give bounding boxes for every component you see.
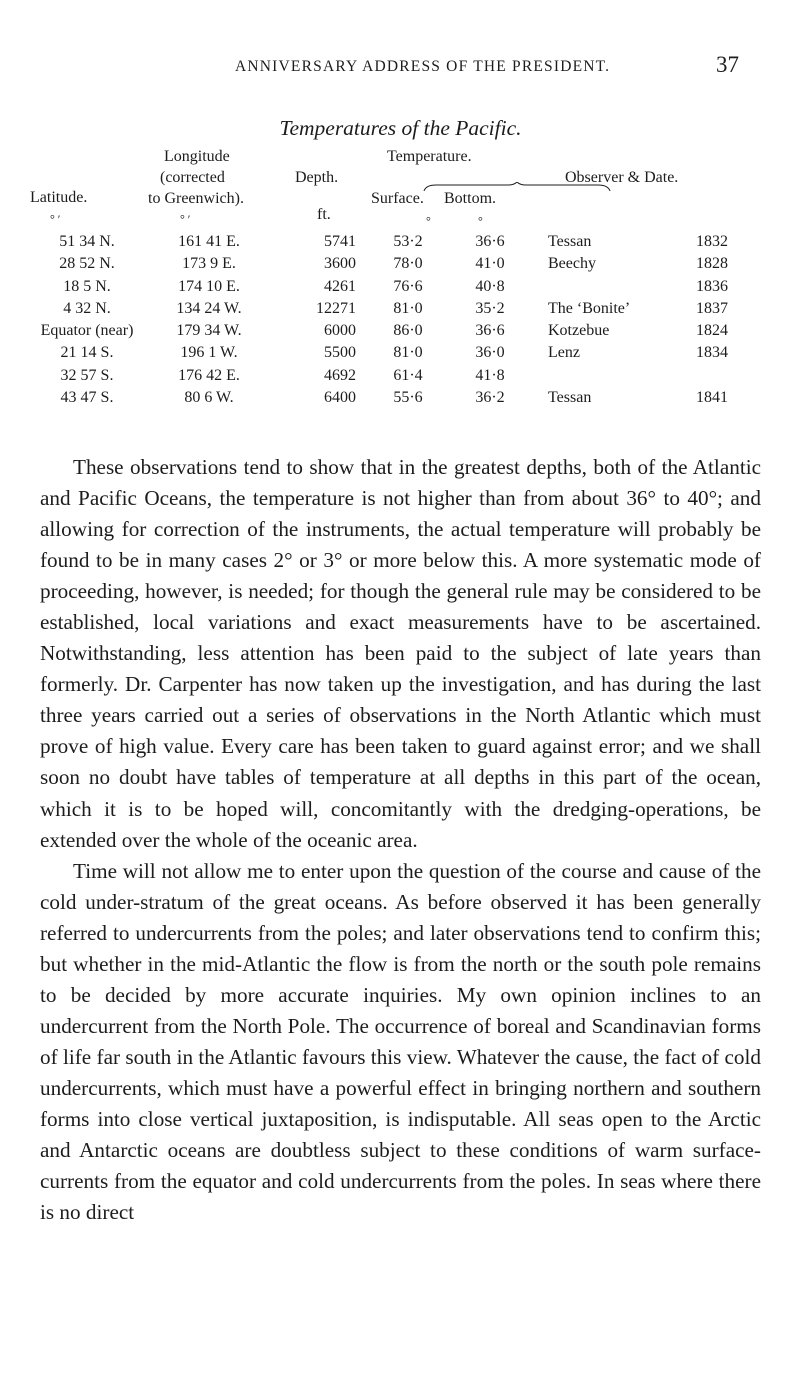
paragraph: These observations tend to show that in the greatest depths, both of the Atlantic and Pacific Oceans, the temperature is not higher than from about 36° to 40°; and allowing for correction of the instruments, the actual temperature will probably be found to be in many cases 2° or 3° or more below this. A more systematic mode of proceeding, however, is needed; for though the general rule may be considered to be established, local variations and exact measurements have to be ascertained. Notwithstanding, less attention has been paid to the subject of late years than formerly. Dr. Carpenter has now taken up the investigation, and has during the last three years carried out a series of observations in the North Atlantic which must prove of high value. Every care has been taken to guard against error; and we shall soon no doubt have tables of temperature at all depths in this part of the ocean, which it is to be hoped will, concomitantly with the dredging-operations, be extended over the whole of the oceanic area. bbox=[40, 455, 761, 852]
cell-latitude: 21 14 S. bbox=[60, 344, 114, 362]
header-longitude-line2: (corrected bbox=[160, 169, 225, 186]
cell-bottom: 36·6 bbox=[475, 233, 505, 250]
header-bottom: Bottom. bbox=[444, 190, 497, 207]
cell-surface: 81·0 bbox=[393, 299, 423, 317]
header-latitude: Latitude. bbox=[30, 189, 88, 206]
cell-surface: 53·2 bbox=[393, 233, 423, 250]
table-title: Temperatures of the Pacific. bbox=[279, 116, 522, 140]
header-longitude-line3: to Greenwich). bbox=[148, 190, 244, 207]
cell-depth: 5500 bbox=[324, 344, 356, 362]
header-depth: Depth. bbox=[295, 169, 339, 186]
header-depth-unit: ft. bbox=[317, 206, 331, 223]
cell-latitude: 43 47 S. bbox=[60, 389, 114, 407]
cell-observer: The ‘Bonite’ bbox=[548, 299, 631, 317]
header-longitude-line1: Longitude bbox=[164, 148, 230, 165]
cell-surface: 76·6 bbox=[393, 277, 423, 295]
cell-longitude: 134 24 W. bbox=[176, 299, 242, 317]
cell-latitude: 32 57 S. bbox=[60, 366, 114, 384]
cell-bottom: 40·8 bbox=[475, 277, 505, 295]
cell-longitude: 176 42 E. bbox=[178, 366, 240, 384]
cell-bottom: 41·8 bbox=[475, 366, 505, 384]
cell-surface: 81·0 bbox=[393, 344, 423, 362]
cell-year: 1824 bbox=[696, 322, 728, 340]
cell-bottom: 36·0 bbox=[475, 344, 505, 362]
cell-latitude: Equator (near) bbox=[40, 322, 134, 340]
cell-longitude: 179 34 W. bbox=[176, 322, 242, 340]
cell-depth: 5741 bbox=[324, 233, 356, 250]
cell-bottom: 36·6 bbox=[475, 322, 505, 340]
cell-year: 1841 bbox=[696, 389, 728, 407]
cell-year: 1836 bbox=[696, 277, 728, 295]
cell-surface: 78·0 bbox=[393, 255, 423, 273]
cell-observer: Beechy bbox=[548, 255, 596, 273]
header-surface: Surface. bbox=[371, 190, 424, 207]
cell-surface: 61·4 bbox=[393, 366, 423, 384]
cell-year: 1832 bbox=[696, 233, 728, 250]
table-row bbox=[0, 233, 801, 255]
table-row bbox=[0, 367, 801, 389]
cell-longitude: 174 10 E. bbox=[178, 277, 240, 295]
cell-bottom: 41·0 bbox=[475, 255, 505, 273]
cell-longitude: 173 9 E. bbox=[182, 255, 236, 273]
cell-surface: 86·0 bbox=[393, 322, 423, 340]
table-row bbox=[0, 344, 801, 366]
cell-surface: 55·6 bbox=[393, 389, 423, 407]
cell-year: 1837 bbox=[696, 299, 728, 317]
cell-longitude: 80 6 W. bbox=[184, 389, 234, 407]
cell-latitude: 28 52 N. bbox=[59, 255, 115, 273]
cell-depth: 3600 bbox=[324, 255, 356, 273]
table-row bbox=[0, 322, 801, 344]
cell-latitude: 18 5 N. bbox=[63, 277, 111, 295]
table-row bbox=[0, 300, 801, 322]
cell-observer: Tessan bbox=[548, 233, 592, 250]
paragraph: Time will not allow me to enter upon the question of the course and cause of the cold under-stratum of the great oceans. As before observed it has been generally referred to undercurrents from the poles; and later observations tend to confirm this; but whether in the mid-Atlantic the flow is from the north or the south pole remains to be decided by more accurate inquiries. My own opinion inclines to an undercurrent from the North Pole. The occurrence of boreal and Scandinavian forms of life far south in the Atlantic favours this view. Whatever the cause, the fact of cold undercurrents, which must have a powerful effect in bringing northern and southern forms into close vertical juxtaposition, is indisputable. All seas open to the Arctic and Antarctic oceans are doubtless subject to these conditions of warm surface-currents from the equator and cold undercurrents from the poles. In seas where there is no direct bbox=[40, 858, 761, 1225]
cell-bottom: 35·2 bbox=[475, 299, 505, 317]
running-head: ANNIVERSARY ADDRESS OF THE PRESIDENT. bbox=[235, 58, 611, 75]
cell-observer: Kotzebue bbox=[548, 322, 610, 340]
cell-observer: Tessan bbox=[548, 389, 592, 407]
cell-depth: 4692 bbox=[324, 366, 356, 384]
header-temperature: Temperature. bbox=[387, 148, 472, 165]
cell-year: 1828 bbox=[696, 255, 728, 273]
table-body bbox=[0, 233, 801, 411]
cell-latitude: 4 32 N. bbox=[63, 299, 111, 317]
body-text bbox=[40, 452, 761, 1228]
cell-bottom: 36·2 bbox=[475, 389, 505, 407]
cell-depth: 6000 bbox=[324, 322, 356, 340]
cell-longitude: 196 1 W. bbox=[180, 344, 238, 362]
cell-year: 1834 bbox=[696, 344, 728, 362]
table-row bbox=[0, 278, 801, 300]
cell-depth: 12271 bbox=[316, 299, 356, 317]
cell-observer: Lenz bbox=[548, 344, 580, 362]
latitude-degree-marks: ° ′ bbox=[50, 212, 61, 226]
cell-longitude: 161 41 E. bbox=[178, 233, 240, 250]
surface-degree-mark: ° bbox=[426, 214, 431, 228]
table-header bbox=[0, 148, 801, 233]
page-header bbox=[0, 52, 801, 86]
bottom-degree-mark: ° bbox=[478, 214, 483, 228]
longitude-degree-marks: ° ′ bbox=[180, 212, 191, 226]
table-row bbox=[0, 389, 801, 411]
header-observer-date: Observer & Date. bbox=[565, 169, 679, 186]
cell-depth: 4261 bbox=[324, 277, 356, 295]
cell-latitude: 51 34 N. bbox=[59, 233, 115, 250]
table-row bbox=[0, 255, 801, 277]
page-number: 37 bbox=[716, 52, 739, 77]
cell-depth: 6400 bbox=[324, 389, 356, 407]
